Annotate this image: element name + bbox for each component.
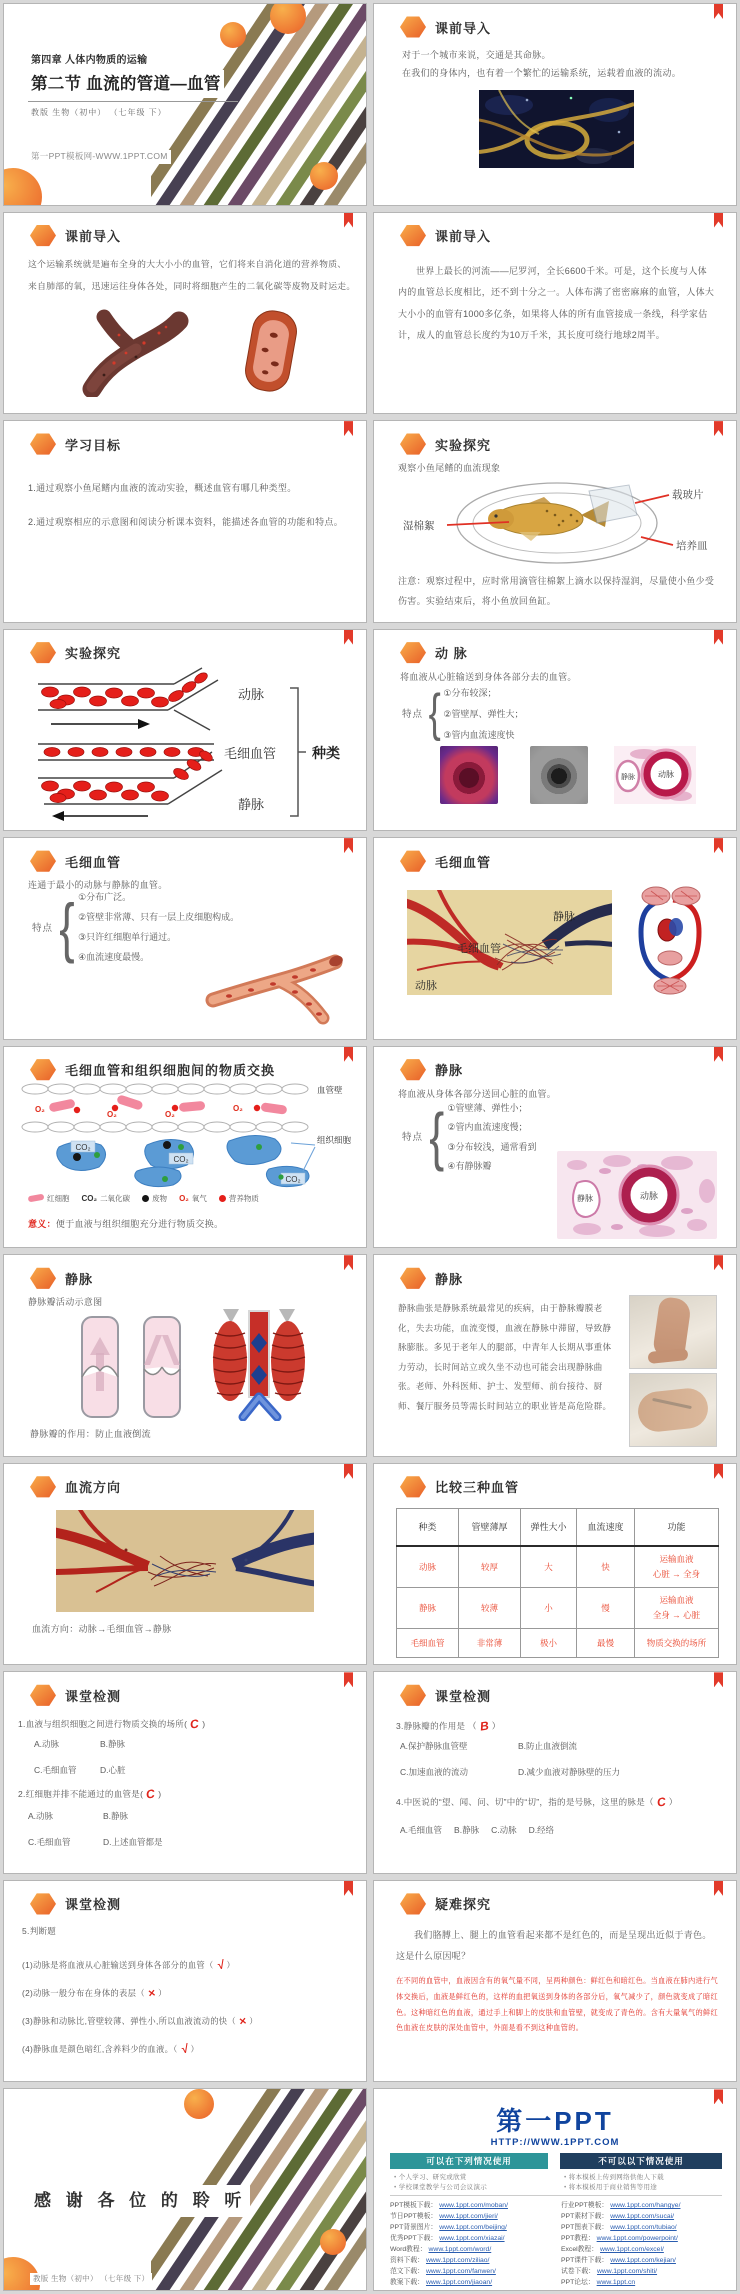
link[interactable]: www.1ppt.com/kejian/	[610, 2257, 676, 2265]
bookmark-ribbon-icon	[714, 421, 723, 436]
link-row: 试卷下载： www.1ppt.com/shiti/	[561, 2268, 658, 2276]
slide-card-intro-vessels	[3, 212, 367, 415]
hexagon-bullet-icon	[30, 1893, 56, 1915]
edition-subtitle: 教版 生物（初中） （七年级 下）	[28, 107, 170, 120]
co2-symbol: CO₂	[81, 1193, 98, 1203]
hexagon-bullet-icon	[400, 850, 426, 872]
link[interactable]: www.1ppt.com/hangye/	[610, 2202, 681, 2210]
cell: 大	[521, 1546, 577, 1588]
feature-item: ③只许红细胞单行通过。	[78, 932, 177, 943]
slide-title: 课堂检测	[65, 1897, 122, 1913]
cell: 最慢	[577, 1628, 635, 1657]
judge-mark: ×	[146, 1985, 157, 2001]
link[interactable]: www.1ppt.com/word/	[428, 2246, 492, 2254]
red-cell-swatch	[28, 1194, 45, 1202]
question-close: )	[202, 1719, 206, 1730]
option: D.经络	[528, 1825, 555, 1836]
exchange-diagram	[19, 1081, 359, 1189]
inquiry-question: 我们胳膊上、腿上的血管看起来都不是红色的，而是呈现出近似于青色。这是什么原因呢？	[396, 1929, 712, 1961]
cell: 运输血液 心脏 → 全身	[635, 1546, 719, 1588]
valve-diagram-subtitle: 静脉瓣活动示意图	[28, 1297, 103, 1308]
1ppt-url[interactable]: HTTP://WWW.1PPT.COM	[490, 2137, 620, 2149]
slide-title: 毛细血管	[65, 854, 122, 870]
vessel-comparison-table	[396, 1508, 719, 1658]
label-vein: 静脉	[238, 796, 265, 812]
slide-title: 比较三种血管	[435, 1480, 520, 1496]
bookmark-ribbon-icon	[714, 1672, 723, 1687]
hexagon-bullet-icon	[30, 433, 56, 455]
legend-label: 氧气	[191, 1193, 207, 1203]
o2-symbol: O₂	[179, 1193, 189, 1203]
svg-text:CO₂: CO₂	[173, 1154, 189, 1164]
allowed-item: • 个人学习、研究或欣赏	[394, 2173, 487, 2183]
slide-title: 毛细血管	[435, 854, 492, 870]
judge-text: (4)静脉血是颜色暗红,含养料少的血液。（	[22, 2043, 178, 2054]
feature-item: ②管内血流速度慢；	[447, 1122, 528, 1133]
features-label: 特点	[402, 709, 424, 721]
slide-title: 课前导入	[435, 229, 492, 245]
feature-item: ②管壁非常薄、只有一层上皮细胞构成。	[78, 912, 240, 923]
link-row: PPT教程： www.1ppt.com/powerpoint/	[561, 2235, 678, 2243]
option: D.上述血管都是	[103, 1837, 163, 1848]
bookmark-ribbon-icon	[344, 213, 353, 228]
option: A.毛细血管	[400, 1825, 443, 1836]
bookmark-ribbon-icon	[714, 213, 723, 228]
label-vein: 静脉	[621, 773, 635, 781]
slide-card-title	[3, 3, 367, 206]
denied-item: • 将本模板上传到网络供他人下载	[564, 2173, 664, 2183]
question-close: )	[158, 1789, 162, 1800]
question-text: 2.红细胞并排不能通过的血管是(	[18, 1789, 144, 1800]
orange-circle-decoration	[220, 22, 246, 48]
slide-card-difficult-inquiry	[373, 1880, 737, 2083]
link[interactable]: www.1ppt.com/sucai/	[610, 2213, 675, 2221]
option: A.保护静脉血管壁	[400, 1741, 468, 1752]
label-wet-cotton: 湿棉絮	[403, 520, 435, 533]
bookmark-ribbon-icon	[714, 1881, 723, 1896]
1ppt-logo: 第一PPT	[496, 2106, 614, 2137]
nutrient-dot-swatch	[219, 1195, 226, 1202]
cell: 运输血液 全身 → 心脏	[635, 1587, 719, 1628]
valve-function-caption: 静脉瓣的作用：防止血液倒流	[30, 1429, 151, 1440]
option: A.动脉	[28, 1811, 54, 1822]
circulation-schematic	[629, 884, 711, 998]
features-label: 特点	[32, 922, 54, 934]
slide-card-vein	[373, 1046, 737, 1249]
link[interactable]: www.1ppt.com/xiazai/	[439, 2235, 505, 2243]
link-row: PPT课件下载： www.1ppt.com/kejian/	[561, 2257, 676, 2265]
slide-title: 疑难探究	[435, 1897, 492, 1913]
link-row: PPT论坛： www.1ppt.cn	[561, 2279, 636, 2287]
denied-usage-header: 不可以以下情况使用	[560, 2153, 722, 2169]
intro-line: 来自肺部的氧，迅速运往身体各处，同时将细胞产生的二氧化碳等废物及时运走。	[28, 280, 356, 291]
option: D.减少血液对静脉壁的压力	[518, 1767, 621, 1778]
answer-mark: C	[189, 1716, 201, 1732]
hexagon-bullet-icon	[400, 433, 426, 455]
cell: 快	[577, 1546, 635, 1588]
bookmark-ribbon-icon	[344, 1047, 353, 1062]
cell: 极小	[521, 1628, 577, 1657]
edition-subtitle: 教版 生物（初中） （七年级 下）	[30, 2273, 152, 2285]
bookmark-ribbon-icon	[344, 1672, 353, 1687]
table-row	[397, 1546, 719, 1588]
answer-mark: C	[655, 1794, 667, 1810]
slide-card-compare-vessels	[373, 1463, 737, 1666]
link-row: 教案下载： www.1ppt.com/jiaoan/	[390, 2279, 493, 2287]
bookmark-ribbon-icon	[344, 1464, 353, 1479]
slide-card-material-exchange	[3, 1046, 367, 1249]
slide-title: 课堂检测	[435, 1688, 492, 1704]
option: A.动脉	[34, 1739, 60, 1750]
slide-title: 毛细血管和组织细胞间的物质交换	[65, 1063, 276, 1079]
link[interactable]: www.1ppt.com/fanwen/	[425, 2268, 496, 2276]
slide-card-1ppt-promo	[373, 2088, 737, 2291]
promo-divider	[390, 2195, 722, 2196]
question-close: ）	[491, 1721, 501, 1732]
bookmark-ribbon-icon	[714, 1464, 723, 1479]
label-glass-slide: 载玻片	[672, 489, 704, 502]
allowed-item: • 学校课堂教学与公司会议演示	[394, 2183, 487, 2193]
objective-item: 1.通过观察小鱼尾鳍内血液的流动实验，概述血管有哪几种类型。	[28, 483, 297, 494]
brace-decoration: {	[428, 684, 441, 743]
judge-mark: √	[215, 1957, 225, 1973]
judge-mark: ×	[238, 2013, 248, 2029]
title-divider	[28, 101, 238, 102]
brace-decoration: {	[59, 889, 75, 964]
cell: 慢	[577, 1587, 635, 1628]
svg-text:CO₂: CO₂	[285, 1174, 301, 1184]
hexagon-bullet-icon	[30, 642, 56, 664]
hexagon-bullet-icon	[400, 16, 426, 38]
feature-item: ①管壁薄、弹性小；	[447, 1102, 528, 1113]
hexagon-bullet-icon	[30, 225, 56, 247]
brace-decoration: {	[429, 1100, 445, 1173]
label-capillary: 毛细血管	[224, 745, 277, 761]
cell: 较厚	[459, 1546, 521, 1588]
hexagon-bullet-icon	[30, 1267, 56, 1289]
cell: 较薄	[459, 1587, 521, 1628]
judge-head: 5.判断题	[22, 1925, 57, 1936]
slide-title: 课堂检测	[65, 1688, 122, 1704]
intro-paragraph: 世界上最长的河流——尼罗河，全长6600千米。可是，这个长度与人体内的血管总长度相比，还不到十分之一。人体布满了密密麻麻的血管，人体大大小小的血管有1000多亿条，如果将人体的所有血管接成一条线，科学家估计，成人的血管总长度约为10万千米，其长度可绕行地球2周半。	[398, 265, 715, 341]
exchange-legend	[28, 1193, 259, 1204]
cut-vessel-illustration	[229, 305, 314, 397]
muscle-pump-illustration	[209, 1309, 309, 1421]
link[interactable]: www.1ppt.com/jiaoan/	[425, 2279, 493, 2287]
judge-text: (1)动脉是将血液从心脏输送到身体各部分的血管（	[22, 1959, 214, 1970]
artery-micrograph-2	[530, 746, 588, 804]
slide-card-blood-flow-direction	[3, 1463, 367, 1666]
option: C.加速血液的流动	[400, 1767, 469, 1778]
label-tissue-cell: 组织细胞	[317, 1134, 352, 1145]
hexagon-bullet-icon	[400, 1476, 426, 1498]
legend-label: 二氧化碳	[100, 1193, 131, 1203]
option: B.静脉	[454, 1825, 480, 1836]
orange-circle-decoration	[3, 168, 42, 206]
slide-card-intro-nile	[373, 212, 737, 415]
question-text: 1.血液与组织细胞之间进行物质交换的场所(	[18, 1719, 188, 1730]
slide-card-quiz-2	[373, 1671, 737, 1874]
link[interactable]: www.1ppt.cn	[596, 2279, 636, 2287]
hexagon-bullet-icon	[400, 1684, 426, 1706]
link-row: 行业PPT模板： www.1ppt.com/hangye/	[561, 2202, 681, 2210]
slide-card-capillary-images	[373, 837, 737, 1040]
hexagon-bullet-icon	[400, 1893, 426, 1915]
link-directory	[390, 2199, 724, 2287]
label-capillary: 毛细血管	[457, 943, 501, 956]
judge-text: (2)动脉一般分布在身体的表层（	[22, 1987, 145, 1998]
branching-vessel-illustration	[74, 305, 189, 397]
judge-text: (3)静脉和动脉比,管壁较薄、弹性小,所以血液流动的快（	[22, 2015, 236, 2026]
label-vein: 静脉	[577, 1193, 593, 1203]
link-row: PPT背景图片： www.1ppt.com/beijing/	[390, 2224, 507, 2232]
bookmark-ribbon-icon	[344, 1881, 353, 1896]
hexagon-bullet-icon	[30, 850, 56, 872]
capillary-network-photo	[407, 890, 612, 995]
chapter-label: 第四章 人体内物质的运输	[28, 52, 150, 70]
table-row	[397, 1587, 719, 1628]
label-artery: 动脉	[658, 769, 674, 779]
link-row: 节日PPT模板： www.1ppt.com/jieri/	[390, 2213, 498, 2221]
answer-mark: C	[145, 1786, 157, 1802]
denied-item: • 将本模板用于商业销售等用途	[564, 2183, 664, 2193]
link-row: Word教程： www.1ppt.com/word/	[390, 2246, 492, 2254]
option: C.动脉	[491, 1825, 517, 1836]
option: C.毛细血管	[34, 1765, 77, 1776]
site-footer: 第一PPT模板网-WWW.1PPT.COM	[28, 150, 171, 164]
option: B.静脉	[103, 1811, 129, 1822]
bookmark-ribbon-icon	[714, 1255, 723, 1270]
inquiry-answer: 在不同的血管中，血液因含有的氧气量不同，呈两种颜色：鲜红色和暗红色。当血液在肺内进行气体交换后，血液是鲜红色的，这样的血把氧送到身体的各部分后，氧气减少了，颜色就变成了暗红色。这种暗红色的血液，通过手上和脚上的皮肤和血管壁，就变成了青色的。含有大量氧气的鲜红色血液在皮肤的深处血管中，外面是看不到这种血管的。	[396, 1975, 718, 2033]
varicose-leg-photo-1	[629, 1295, 717, 1369]
legend-label: 废物	[152, 1193, 168, 1203]
blood-flow-illustration	[56, 1510, 314, 1612]
cell: 毛细血管	[397, 1628, 459, 1657]
link[interactable]: www.1ppt.com/moban/	[439, 2202, 508, 2210]
slide-card-quiz-1	[3, 1671, 367, 1874]
slide-card-vein-valves	[3, 1254, 367, 1457]
link[interactable]: www.1ppt.com/excel/	[600, 2246, 664, 2254]
column-header: 种类	[397, 1508, 459, 1546]
label-petri-dish: 培养皿	[676, 540, 708, 553]
svg-text:O₂: O₂	[107, 1109, 117, 1119]
artery-definition: 将血液从心脏输送到身体各部分去的血管。	[400, 671, 577, 682]
slide-card-experiment-fish	[373, 420, 737, 623]
slide-title: 学习目标	[65, 437, 122, 453]
slide-card-intro-city	[373, 3, 737, 206]
intro-line: 对于一个城市来说，交通是其命脉。	[402, 50, 551, 60]
column-header: 弹性大小	[521, 1508, 577, 1546]
hexagon-bullet-icon	[30, 1684, 56, 1706]
link[interactable]: www.1ppt.com/ziliao/	[425, 2257, 490, 2265]
cell: 动脉	[397, 1546, 459, 1588]
varicose-paragraph: 静脉曲张是静脉系统最常见的疾病，由于静脉瓣膜老化，失去功能，血流变慢，血液在静脉中滞留，导致静脉膨胀。多见于老年人的腿部，中青年人长期从事重体力劳动，长时间站立或久坐不动也可能会出现静脉曲张。老师、外科医师、护士、发型师、前台接待、厨师、餐厅服务员等需长时间站立的职业皆是高危险群。	[398, 1303, 612, 1411]
link-row: 优秀PPT下载： www.1ppt.com/xiazai/	[390, 2235, 505, 2243]
feature-item: ③分布较浅，通常看到	[447, 1141, 537, 1152]
bookmark-ribbon-icon	[714, 4, 723, 19]
link-row: PPT图表下载： www.1ppt.com/tubiao/	[561, 2224, 677, 2232]
column-header: 功能	[635, 1508, 719, 1546]
slide-card-varicose-veins	[373, 1254, 737, 1457]
cell: 小	[521, 1587, 577, 1628]
slide-card-objectives	[3, 420, 367, 623]
cell: 物质交换的场所	[635, 1628, 719, 1657]
flow-direction-caption: 血流方向：动脉→毛细血管→静脉	[32, 1623, 172, 1634]
link[interactable]: www.1ppt.com/tubiao/	[610, 2224, 677, 2232]
slide-title: 血流方向	[65, 1480, 122, 1496]
link[interactable]: www.1ppt.com/beijing/	[439, 2224, 507, 2232]
cell: 非常薄	[459, 1628, 521, 1657]
artery-micrograph-1	[440, 746, 498, 804]
fish-experiment-illustration	[389, 475, 724, 567]
hexagon-bullet-icon	[30, 1476, 56, 1498]
thanks-text: 感 谢 各 位 的 聆 听	[30, 2185, 250, 2216]
slide-card-thanks	[3, 2088, 367, 2291]
cell: 静脉	[397, 1587, 459, 1628]
option: D.心脏	[100, 1765, 126, 1776]
varicose-leg-photo-2	[629, 1373, 717, 1447]
feature-item: ①分布广泛。	[78, 892, 132, 903]
svg-text:O₂: O₂	[233, 1103, 243, 1113]
option: C.毛细血管	[28, 1837, 71, 1848]
legend-label: 红细胞	[47, 1193, 70, 1203]
bookmark-ribbon-icon	[344, 421, 353, 436]
label-kinds: 种类	[312, 744, 340, 761]
svg-text:O₂: O₂	[35, 1104, 45, 1114]
column-header: 管壁薄厚	[459, 1508, 521, 1546]
hexagon-bullet-icon	[400, 642, 426, 664]
hexagon-bullet-icon	[30, 1059, 56, 1081]
vessel-types-diagram	[26, 666, 356, 826]
link-row: PPT模板下载： www.1ppt.com/moban/	[390, 2202, 508, 2210]
link-row: 范文下载： www.1ppt.com/fanwen/	[390, 2268, 496, 2276]
feature-item: ②管壁厚、弹性大；	[443, 708, 524, 719]
city-interchange-photo	[479, 90, 634, 168]
waste-dot-swatch	[142, 1195, 149, 1202]
link-row: 资料下载： www.1ppt.com/ziliao/	[390, 2257, 490, 2265]
option: B.防止血液倒流	[518, 1741, 578, 1752]
allowed-usage-header: 可以在下列情况使用	[390, 2153, 548, 2169]
hexagon-bullet-icon	[400, 1267, 426, 1289]
label-vessel-wall: 血管壁	[317, 1084, 343, 1095]
intro-line: 这个运输系统就是遍布全身的大大小小的血管，它们将来自消化道的营养物质、	[28, 258, 347, 269]
slide-title: 课前导入	[435, 20, 492, 36]
question-text: 4.中医说的“望、闻、问、切”中的“切”，指的是号脉，这里的脉是（	[396, 1797, 654, 1808]
objective-item: 2.通过观察相应的示意图和阅读分析课本资料，能描述各血管的功能和特点。	[28, 517, 344, 528]
link[interactable]: www.1ppt.com/jieri/	[439, 2213, 498, 2221]
intro-line: 在我们的身体内，也有着一个繁忙的运输系统，运载着血液的流动。	[402, 68, 682, 78]
label-vein: 静脉	[553, 911, 575, 924]
vein-artery-histology	[557, 1151, 717, 1239]
legend-label: 营养物质	[228, 1193, 259, 1203]
bookmark-ribbon-icon	[714, 630, 723, 645]
question-close: ）	[668, 1797, 678, 1808]
link-row: Excel教程： www.1ppt.com/excel/	[561, 2246, 664, 2254]
feature-item: ③管内血流速度快	[443, 729, 515, 740]
judge-mark: √	[179, 2041, 189, 2057]
bookmark-ribbon-icon	[344, 838, 353, 853]
slide-card-artery	[373, 629, 737, 832]
label-artery: 动脉	[639, 1190, 659, 1201]
features-label: 特点	[402, 1132, 424, 1144]
slide-card-vessel-types	[3, 629, 367, 832]
bookmark-ribbon-icon	[714, 1047, 723, 1062]
feature-item: ①分布较深；	[443, 687, 497, 698]
capillary-definition: 连通于最小的动脉与静脉的血管。	[28, 880, 168, 891]
slide-title: 实验探究	[65, 646, 122, 662]
slide-title: 静脉	[435, 1271, 464, 1287]
label-artery: 动脉	[415, 980, 437, 993]
meaning-label: 意义：	[28, 1218, 56, 1229]
bookmark-ribbon-icon	[344, 630, 353, 645]
label-artery: 动脉	[238, 686, 265, 702]
slide-title: 静脉	[435, 1063, 464, 1079]
slide-title: 动 脉	[435, 646, 468, 662]
question-text: 3.静脉瓣的作用是 （	[396, 1721, 477, 1732]
slide-title: 课前导入	[65, 229, 122, 245]
slide-title: 实验探究	[435, 437, 492, 453]
experiment-note: 注意：观察过程中，应时常用滴管往棉絮上滴水以保持湿润，尽量使小鱼少受伤害。实验结束后，将小鱼放回鱼缸。	[398, 576, 715, 607]
slide-card-capillary	[3, 837, 367, 1040]
svg-text:O₂: O₂	[165, 1109, 175, 1119]
valve-action-diagram	[74, 1313, 189, 1421]
answer-mark: B	[478, 1718, 490, 1734]
feature-item: ④血流速度最慢。	[78, 952, 150, 963]
column-header: 血流速度	[577, 1508, 635, 1546]
meaning-text: 便于血液与组织细胞充分进行物质交换。	[55, 1218, 224, 1229]
table-row	[397, 1628, 719, 1657]
hexagon-bullet-icon	[400, 1059, 426, 1081]
orange-circle-decoration	[310, 162, 338, 190]
bookmark-ribbon-icon	[714, 838, 723, 853]
slide-title: 静脉	[65, 1271, 94, 1287]
svg-text:CO₂: CO₂	[75, 1142, 91, 1152]
link[interactable]: www.1ppt.com/powerpoint/	[596, 2235, 678, 2243]
artery-vein-histology	[614, 746, 696, 804]
link[interactable]: www.1ppt.com/shiti/	[596, 2268, 658, 2276]
vein-definition: 将血液从身体各部分送回心脏的血管。	[398, 1088, 557, 1099]
link-row: PPT素材下载： www.1ppt.com/sucai/	[561, 2213, 675, 2221]
option: B.静脉	[100, 1739, 126, 1750]
slide-card-quiz-3: 课堂检测 5.判断题 (1)动脉是将血液从心脏输送到身体各部分的血管（ √ ） (2)动脉一般分布在身体的表层（ × ） (3)静脉和动脉比,管壁较薄、弹性小,所以血液流动的快（ × ） (4)静脉血是颜色暗红,含养料少的血液。（ √ ）	[3, 1880, 367, 2083]
bookmark-ribbon-icon	[344, 1255, 353, 1270]
experiment-subtitle: 观察小鱼尾鳍的血流现象	[398, 463, 501, 474]
deck-title: 第二节 血流的管道—血管	[28, 70, 224, 98]
hexagon-bullet-icon	[400, 225, 426, 247]
feature-item: ④有静脉瓣	[447, 1161, 492, 1172]
